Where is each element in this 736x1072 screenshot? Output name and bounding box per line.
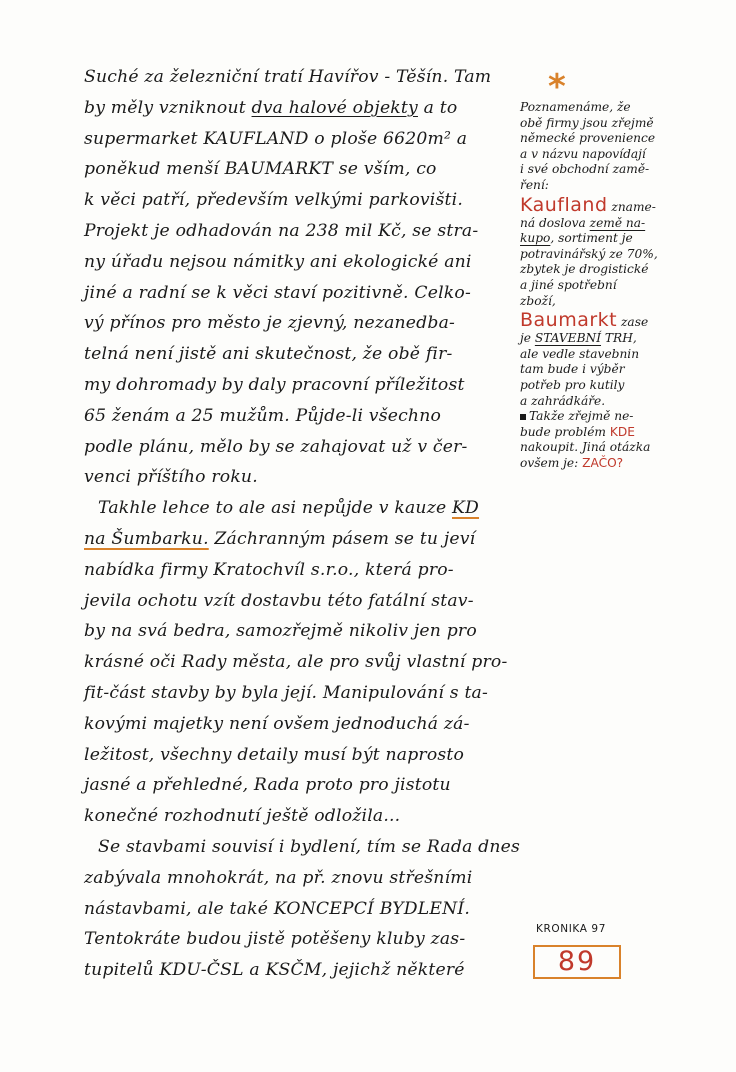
note-line: a v názvu napovídají — [520, 146, 646, 161]
note-line: ale vedle stavebnin — [520, 346, 640, 361]
text-line: na Šumbarku. Záchranným pásem se tu jeví — [84, 528, 476, 549]
note-line: i své obchodní zamě- — [520, 162, 650, 177]
text-line: Projekt je odhadován na 238 mil Kč, se stra- — [84, 220, 479, 241]
asterisk-icon: * — [548, 67, 566, 107]
text-line: krásné oči Rady města, ale pro svůj vlastní pro- — [84, 652, 508, 673]
main-text-column — [84, 62, 522, 986]
text-line: jiné a radní se k věci staví pozitivně. Celko- — [84, 282, 471, 303]
note-line: kupo, sortiment je — [520, 231, 633, 246]
note-line: Kaufland zname- — [520, 193, 656, 216]
note-line: Poznamenáme, že — [520, 100, 631, 114]
text-line: 65 ženám a 25 mužům. Půjde-li všechno — [84, 405, 442, 426]
note-line: zboží, — [520, 293, 556, 308]
underlined-phrase: dva halové objekty — [251, 97, 418, 118]
note-line: ření: — [520, 177, 549, 192]
text-line: venci příštího roku. — [84, 467, 258, 488]
text-line: poněkud menší BAUMARKT se vším, co — [84, 159, 437, 180]
note-line: tam bude i výběr — [520, 362, 625, 377]
baumarkt-brand: Baumarkt — [520, 309, 618, 332]
kd-phrase: KD — [452, 498, 480, 519]
text-line: vý přínos pro město je zjevný, nezanedba- — [84, 313, 456, 334]
note-line: potravinářský ze 70%, — [520, 246, 658, 261]
text-line: Suché za železniční tratí Havířov - Těšín. Tam — [84, 67, 492, 87]
text-line: supermarket KAUFLAND o ploše 6620m² a — [84, 128, 468, 149]
text-line: tupitelů KDU-ČSL a KSČM, jejichž některé — [84, 960, 465, 981]
page-number: 89 — [533, 945, 621, 979]
note-line: Baumarkt zase — [520, 309, 649, 332]
text-line: Tentokráte budou jistě potěšeny kluby zas- — [84, 929, 466, 950]
sumbark-phrase: na Šumbarku. — [84, 528, 209, 549]
text-line: kovými majetky není ovšem jednoduchá zá- — [84, 713, 470, 734]
note-line: německé provenience — [520, 131, 656, 146]
note-line: bude problém KDE — [520, 424, 635, 439]
text-line: nabídka firmy Kratochvíl s.r.o., která pro- — [84, 559, 454, 580]
text-line: by měly vzniknout dva halové objekty a to — [84, 97, 458, 118]
text-line: k věci patří, především velkými parkovišti. — [84, 190, 463, 211]
chronicle-label: KRONIKA 97 — [536, 923, 606, 935]
text-line: fit-část stavby by byla její. Manipulování s ta- — [84, 682, 489, 703]
note-line: zbytek je drogistické — [520, 262, 649, 277]
text-line: jasné a přehledné, Rada proto pro jistotu — [84, 775, 451, 796]
note-line: potřeb pro kutily — [520, 377, 625, 392]
text-line: konečné rozhodnutí ještě odložila... — [84, 806, 401, 827]
text-line: telná není jistě ani skutečnost, že obě fir- — [84, 344, 453, 365]
note-line: a jiné spotřební — [520, 277, 617, 292]
note-line: Takže zřejmě ne- — [520, 409, 710, 425]
text-line: nástavbami, ale také KONCEPCÍ BYDLENÍ. — [84, 898, 471, 919]
note-line: ovšem je: ZAČO? — [520, 455, 624, 470]
note-line: obě firmy jsou zřejmě — [520, 115, 654, 130]
text-line: Se stavbami souvisí i bydlení, tím se Rada dnes — [98, 836, 521, 857]
note-line: nakoupit. Jiná otázka — [520, 440, 651, 455]
text-line: ny úřadu nejsou námitky ani ekologické ani — [84, 251, 472, 272]
note-line: je STAVEBNÍ TRH, — [520, 331, 637, 346]
kaufland-brand: Kaufland — [520, 193, 608, 216]
note-line: ná doslova země na- — [520, 215, 646, 230]
text-line: podle plánu, mělo by se zahajovat už v čer- — [84, 436, 468, 457]
text-line: ležitost, všechny detaily musí být naprosto — [84, 744, 465, 765]
note-line: a zahrádkáře. — [520, 393, 606, 408]
text-line: Takhle lehce to ale asi nepůjde v kauze KD — [98, 498, 480, 519]
text-line: by na svá bedra, samozřejmě nikoliv jen pro — [84, 621, 477, 642]
text-line: jevila ochotu vzít dostavbu této fatální stav- — [84, 590, 474, 611]
bullet-icon — [520, 414, 526, 420]
text-line: my dohromady by daly pracovní příležitost — [84, 374, 465, 395]
margin-note — [520, 100, 710, 471]
text-line: zabývala mnohokrát, na př. znovu střešními — [84, 867, 473, 888]
